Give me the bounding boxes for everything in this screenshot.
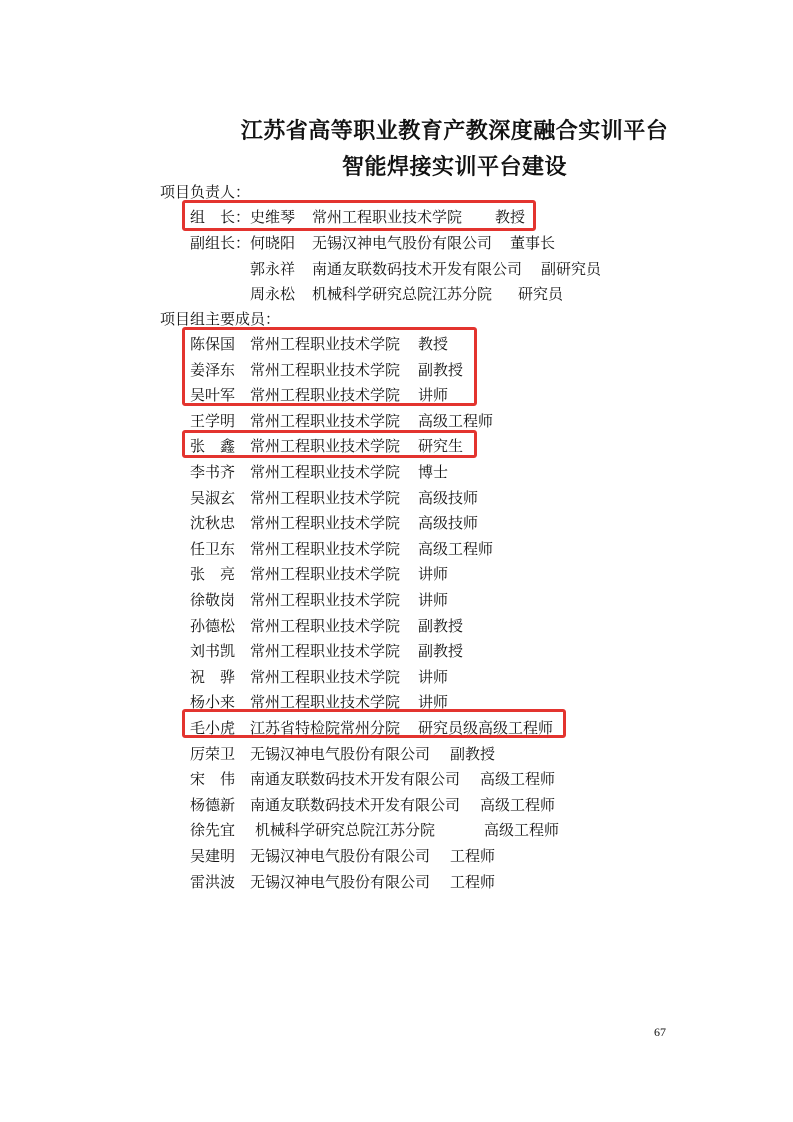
member-title: 研究员级高级工程师 xyxy=(418,719,554,737)
deputy-org: 无锡汉神电气股份有限公司 xyxy=(312,234,493,252)
member-org: 常州工程职业技术学院 xyxy=(250,361,401,379)
member-title: 高级工程师 xyxy=(480,796,556,814)
member-title: 讲师 xyxy=(418,386,449,404)
member-name: 祝 骅 xyxy=(190,668,236,686)
member-title: 工程师 xyxy=(450,847,496,865)
deputy-label: 副组长： xyxy=(190,234,251,252)
member-org: 常州工程职业技术学院 xyxy=(250,437,401,455)
document-title-line2: 智能焊接实训平台建设 xyxy=(341,154,567,180)
member-name: 徐敬岗 xyxy=(190,591,236,609)
member-row xyxy=(0,617,793,635)
member-org: 常州工程职业技术学院 xyxy=(250,693,401,711)
member-row xyxy=(0,565,793,583)
highlight-box xyxy=(182,327,477,406)
member-org: 常州工程职业技术学院 xyxy=(250,540,401,558)
member-org: 常州工程职业技术学院 xyxy=(250,489,401,507)
member-org: 无锡汉神电气股份有限公司 xyxy=(250,847,431,865)
member-name: 姜泽东 xyxy=(190,361,236,379)
member-row xyxy=(0,873,793,891)
member-title: 高级工程师 xyxy=(418,412,494,430)
member-org: 无锡汉神电气股份有限公司 xyxy=(250,873,431,891)
deputy-title: 副研究员 xyxy=(541,260,602,278)
member-title: 副教授 xyxy=(418,642,464,660)
member-org: 常州工程职业技术学院 xyxy=(250,514,401,532)
member-org: 江苏省特检院常州分院 xyxy=(250,719,401,737)
deputy-org: 南通友联数码技术开发有限公司 xyxy=(312,260,523,278)
member-name: 刘书凯 xyxy=(190,642,236,660)
leader-org: 常州工程职业技术学院 xyxy=(312,208,463,226)
deputy-name: 何晓阳 xyxy=(250,234,296,252)
member-row xyxy=(0,796,793,814)
member-row xyxy=(0,770,793,788)
members-heading: 项目组主要成员： xyxy=(160,310,281,328)
member-org: 常州工程职业技术学院 xyxy=(250,386,401,404)
highlight-box xyxy=(182,200,536,231)
member-name: 李书齐 xyxy=(190,463,236,481)
member-row xyxy=(0,489,793,507)
member-name: 毛小虎 xyxy=(190,719,236,737)
deputy-row xyxy=(0,260,793,278)
deputy-row xyxy=(0,234,793,252)
deputy-row xyxy=(0,285,793,303)
member-org: 机械科学研究总院江苏分院 xyxy=(255,821,436,839)
member-org: 常州工程职业技术学院 xyxy=(250,463,401,481)
member-org: 常州工程职业技术学院 xyxy=(250,335,401,353)
member-title: 高级工程师 xyxy=(418,540,494,558)
member-title: 讲师 xyxy=(418,668,449,686)
deputy-name: 周永松 xyxy=(250,285,296,303)
highlight-box xyxy=(182,709,566,738)
member-name: 吴淑玄 xyxy=(190,489,236,507)
member-name: 吴叶军 xyxy=(190,386,236,404)
member-row xyxy=(0,642,793,660)
member-row xyxy=(0,514,793,532)
member-title: 研究生 xyxy=(418,437,464,455)
member-name: 吴建明 xyxy=(190,847,236,865)
leader-role: 组 长： xyxy=(190,208,251,226)
member-row xyxy=(0,745,793,763)
member-name: 陈保国 xyxy=(190,335,236,353)
member-row xyxy=(0,668,793,686)
member-name: 厉荣卫 xyxy=(190,745,236,763)
member-row xyxy=(0,591,793,609)
member-name: 沈秋忠 xyxy=(190,514,236,532)
member-title: 高级技师 xyxy=(418,514,479,532)
member-org: 常州工程职业技术学院 xyxy=(250,668,401,686)
member-name: 宋 伟 xyxy=(190,770,236,788)
member-name: 杨小来 xyxy=(190,693,236,711)
member-title: 讲师 xyxy=(418,565,449,583)
member-org: 常州工程职业技术学院 xyxy=(250,591,401,609)
member-title: 副教授 xyxy=(418,617,464,635)
leaders-heading: 项目负责人： xyxy=(160,183,251,201)
member-row xyxy=(0,847,793,865)
member-name: 孙德松 xyxy=(190,617,236,635)
leader-title: 教授 xyxy=(495,208,526,226)
page-number: 67 xyxy=(654,1025,666,1039)
member-name: 王学明 xyxy=(190,412,236,430)
member-org: 南通友联数码技术开发有限公司 xyxy=(250,796,461,814)
member-org: 南通友联数码技术开发有限公司 xyxy=(250,770,461,788)
member-org: 常州工程职业技术学院 xyxy=(250,412,401,430)
member-row xyxy=(0,821,793,839)
highlight-box xyxy=(182,430,477,458)
member-row xyxy=(0,412,793,430)
member-title: 高级工程师 xyxy=(484,821,560,839)
deputy-title: 董事长 xyxy=(510,234,556,252)
member-title: 工程师 xyxy=(450,873,496,891)
member-title: 高级工程师 xyxy=(480,770,556,788)
leader-name: 史维琴 xyxy=(250,208,296,226)
member-org: 常州工程职业技术学院 xyxy=(250,642,401,660)
member-name: 张 亮 xyxy=(190,565,236,583)
member-name: 任卫东 xyxy=(190,540,236,558)
member-name: 杨德新 xyxy=(190,796,236,814)
member-org: 常州工程职业技术学院 xyxy=(250,617,401,635)
member-title: 副教授 xyxy=(450,745,496,763)
member-title: 副教授 xyxy=(418,361,464,379)
member-title: 高级技师 xyxy=(418,489,479,507)
document-title-line1: 江苏省高等职业教育产教深度融合实训平台 xyxy=(240,118,669,144)
member-name: 徐先宜 xyxy=(190,821,236,839)
member-org: 无锡汉神电气股份有限公司 xyxy=(250,745,431,763)
member-name: 雷洪波 xyxy=(190,873,236,891)
member-title: 讲师 xyxy=(418,591,449,609)
member-title: 教授 xyxy=(418,335,449,353)
member-title: 讲师 xyxy=(418,693,449,711)
deputy-org: 机械科学研究总院江苏分院 xyxy=(312,285,493,303)
deputy-name: 郭永祥 xyxy=(250,260,296,278)
member-title: 博士 xyxy=(418,463,449,481)
member-row xyxy=(0,463,793,481)
member-org: 常州工程职业技术学院 xyxy=(250,565,401,583)
deputy-title: 研究员 xyxy=(518,285,564,303)
member-name: 张 鑫 xyxy=(190,437,236,455)
member-row xyxy=(0,540,793,558)
